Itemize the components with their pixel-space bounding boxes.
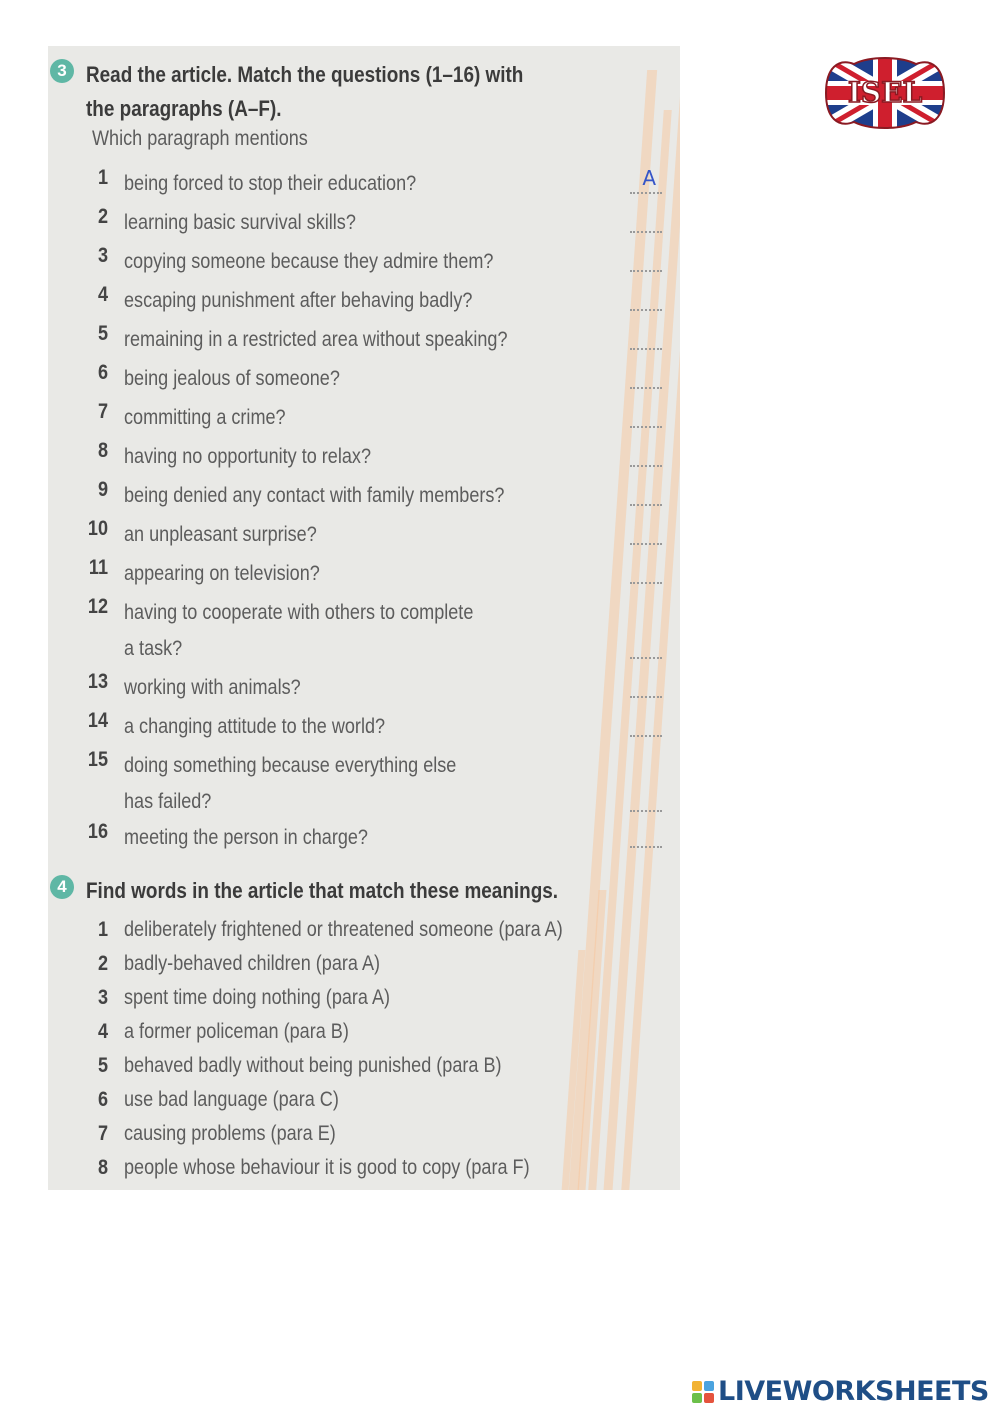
question-item: 7 committing a crime? bbox=[78, 400, 658, 436]
answer-field[interactable]: A bbox=[642, 166, 656, 190]
question-item: 11 appearing on television? bbox=[78, 556, 658, 592]
question-item: 8 having no opportunity to relax? bbox=[78, 439, 658, 475]
question-item: 2 learning basic survival skills? bbox=[78, 205, 658, 241]
question-item: 4 escaping punishment after behaving badly? bbox=[78, 283, 658, 319]
question-item: 10 an unpleasant surprise? bbox=[78, 517, 658, 553]
answer-field[interactable] bbox=[630, 655, 662, 659]
exercise-4-badge: 4 bbox=[50, 875, 74, 899]
answer-field[interactable] bbox=[630, 844, 662, 848]
liveworksheets-text: LIVEWORKSHEETS bbox=[718, 1376, 989, 1407]
question-item: 13 working with animals? bbox=[78, 670, 658, 706]
answer-field[interactable] bbox=[630, 502, 662, 506]
liveworksheets-brand[interactable] bbox=[692, 1376, 989, 1407]
answer-field[interactable] bbox=[630, 346, 662, 350]
exercise-3-title: Read the article. Match the questions (1–16) with the paragraphs (A–F). bbox=[86, 62, 524, 121]
answer-field[interactable] bbox=[630, 808, 662, 812]
answer-field[interactable] bbox=[630, 694, 662, 698]
question-item: 5 remaining in a restricted area without speaking? bbox=[78, 322, 658, 358]
exercise-4-header bbox=[50, 874, 635, 908]
answer-field[interactable] bbox=[630, 580, 662, 584]
question-item: 3 copying someone because they admire them? bbox=[78, 244, 658, 280]
question-item: 6 being jealous of someone? bbox=[78, 361, 658, 397]
answer-field[interactable] bbox=[630, 268, 662, 272]
question-item: 1 being forced to stop their education? A bbox=[78, 166, 658, 202]
scanned-worksheet: 3 Read the article. Match the questions (1–16) with the paragraphs (A–F). Which paragraph mentions 1 being forced to stop their education? A 2 learning basic survival skills? 3 copying someone because they admire them? 4 escaping punishment after behaving badly? 5 remaining in a restricted area without speaking? 6 being jealous of someone? 7 committing a crime? 8 having no opportunity to relax? 9 being denied any contact with family members? 10 an unpleasant surprise? 11 appearing on television? 12 having to cooperate with others to complete a task? 13 working with animals? 14 a changing attitude to the world? 15 doing something because everything else has failed? 16 meeting the person in charge? 4 Find words in the article that match these meanings. 1 deliberately frightened or threatened someone (para A) 2 badly-behaved children (para A) 3 spent time doing nothing (para A) 4 a former policeman (para B) 5 behaved badly without being punished (para B) 6 use bad language (para C) 7 causing problems (para E) 8 people whose behaviour it is good to copy (para F) bbox=[48, 46, 680, 1190]
answer-field[interactable] bbox=[630, 229, 662, 233]
answer-field[interactable] bbox=[630, 424, 662, 428]
question-item: 16 meeting the person in charge? bbox=[78, 820, 658, 856]
question-item: 12 having to cooperate with others to complete a task? bbox=[78, 595, 658, 667]
question-item: 9 being denied any contact with family members? bbox=[78, 478, 658, 514]
question-item: 14 a changing attitude to the world? bbox=[78, 709, 658, 745]
answer-dots bbox=[630, 190, 662, 194]
exercise-3-intro: Which paragraph mentions bbox=[92, 127, 308, 150]
liveworksheets-icon bbox=[692, 1381, 714, 1403]
exercise-4-title: Find words in the article that match these meanings. bbox=[86, 878, 559, 903]
isel-logo bbox=[818, 54, 952, 132]
exercise-3-badge: 3 bbox=[50, 59, 74, 83]
exercise-3-header bbox=[50, 58, 595, 126]
question-item: 15 doing something because everything else has failed? bbox=[78, 748, 658, 820]
answer-field[interactable] bbox=[630, 385, 662, 389]
answer-field[interactable] bbox=[630, 733, 662, 737]
logo-text: ISEL bbox=[847, 76, 923, 109]
answer-field[interactable] bbox=[630, 541, 662, 545]
answer-field[interactable] bbox=[630, 463, 662, 467]
answer-field[interactable] bbox=[630, 307, 662, 311]
